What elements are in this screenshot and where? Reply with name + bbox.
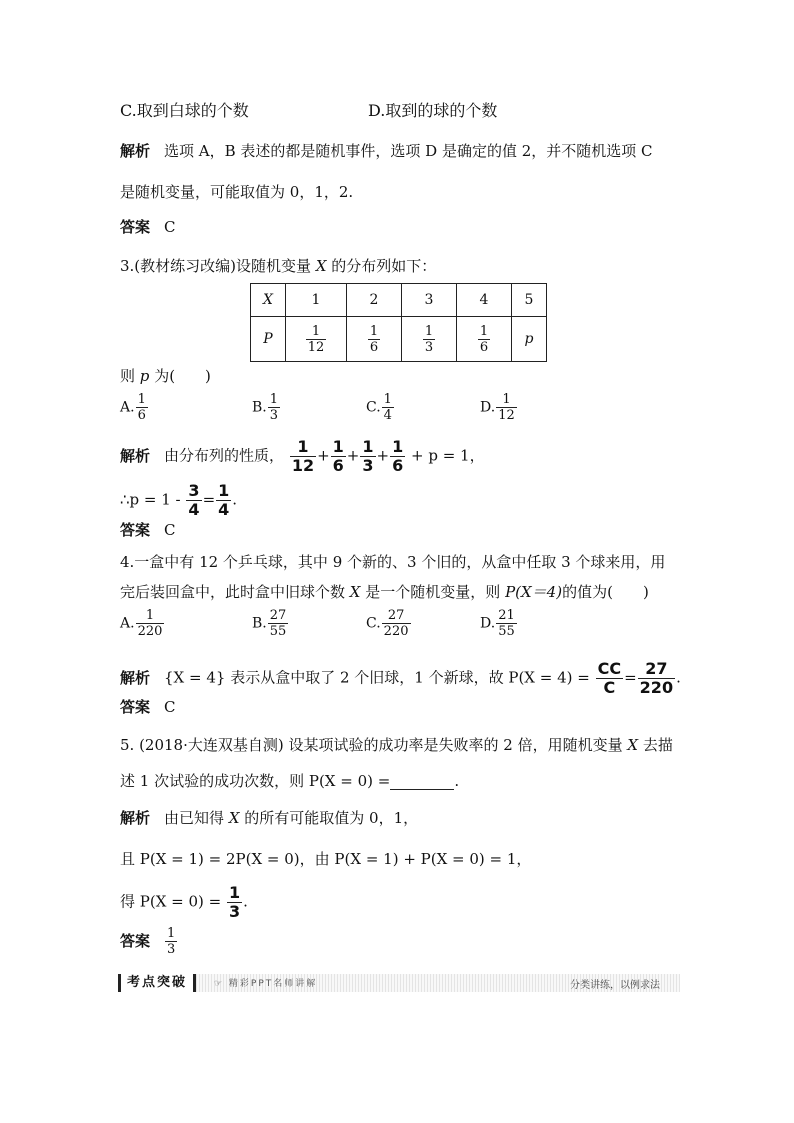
table-cell: 4 bbox=[457, 284, 512, 317]
q4-option-b: B. $\frac{27}{55}$ bbox=[252, 608, 287, 639]
table-cell: $\frac{1}{6}$ bbox=[347, 317, 402, 362]
section-subtitle: ☞ 精彩PPT名师讲解 bbox=[214, 979, 318, 989]
q3-option-c: C. $\frac{1}{4}$ bbox=[366, 392, 392, 423]
q5-stem-line1: 5. (2018·大连双基自测) 设某项试验的成功率是失败率的 2 倍，用随机变量 X 去描 bbox=[120, 736, 673, 754]
q5-analysis-line2: 且 P(X = 1) = 2P(X = 0)，由 P(X = 1) + P(X = 0) = 1， bbox=[120, 850, 532, 868]
q4-option-a: A. $\frac{1}{220}$ bbox=[120, 608, 163, 639]
q2-answer: 答案 C bbox=[120, 218, 176, 236]
q5-stem-line2: 述 1 次试验的成功次数，则 P(X = 0) = . bbox=[120, 772, 460, 790]
distribution-table bbox=[250, 283, 547, 362]
table-header-x: X bbox=[251, 284, 286, 317]
q2-analysis-line2: 是随机变量，可能取值为 0，1，2. bbox=[120, 183, 354, 201]
q3-ask: 则 p 为( ) bbox=[120, 367, 211, 385]
table-cell: $\frac{1}{6}$ bbox=[457, 317, 512, 362]
section-banner bbox=[118, 974, 680, 992]
table-cell: $\frac{1}{12}$ bbox=[286, 317, 347, 362]
q3-answer: 答案 C bbox=[120, 521, 176, 539]
option-c: C.取到白球的个数 bbox=[120, 101, 249, 120]
q4-stem-line2: 完后装回盒中，此时盒中旧球个数 X 是一个随机变量，则 P(X＝4)的值为( ) bbox=[120, 583, 649, 601]
q4-option-d: D. $\frac{21}{55}$ bbox=[480, 608, 515, 639]
q3-option-b: B. $\frac{1}{3}$ bbox=[252, 392, 279, 423]
option-d: D.取到的球的个数 bbox=[368, 101, 498, 120]
table-cell: 1 bbox=[286, 284, 347, 317]
q3-analysis: 解析 由分布列的性质， $\frac{1}{12}$ + $\frac{1}{6}$ + $\frac{1}{3}$ + $\frac{1}{6}$ + p = 1， bbox=[120, 437, 485, 475]
q5-answer: 答案 $\frac{1}{3}$ bbox=[120, 926, 176, 957]
answer-blank[interactable] bbox=[390, 775, 454, 790]
q3-option-d: D. $\frac{1}{12}$ bbox=[480, 392, 515, 423]
q4-answer: 答案 C bbox=[120, 698, 176, 716]
q4-option-c: C. $\frac{27}{220}$ bbox=[366, 608, 409, 639]
table-cell: 2 bbox=[347, 284, 402, 317]
q5-analysis: 解析 由已知得 X 的所有可能取值为 0，1， bbox=[120, 809, 419, 827]
q3-analysis-line2: ∴p = 1 - $\frac{3}{4}$ = $\frac{1}{4}$ . bbox=[120, 481, 238, 519]
section-tag: 考点突破 bbox=[118, 974, 196, 992]
q4-stem-line1: 4.一盒中有 12 个乒乓球，其中 9 个新的、3 个旧的，从盒中任取 3 个球来用，用 bbox=[120, 553, 666, 571]
section-right-text: 分类讲练，以例求法 bbox=[570, 980, 660, 991]
table-cell: p bbox=[512, 317, 547, 362]
table-cell: $\frac{1}{3}$ bbox=[402, 317, 457, 362]
table-cell: 3 bbox=[402, 284, 457, 317]
q2-analysis-line1: 解析 选项 A，B 表述的都是随机事件，选项 D 是确定的值 2，并不随机选项 C bbox=[120, 142, 653, 160]
q3-stem: 3.(教材练习改编)设随机变量 X 的分布列如下： bbox=[120, 257, 437, 275]
table-cell: 5 bbox=[512, 284, 547, 317]
q4-analysis: 解析 {X = 4} 表示从盒中取了 2 个旧球，1 个新球，故 P(X = 4) = $\frac{CC}{C}$ = $\frac{27}{220}$ . bbox=[120, 659, 681, 697]
table-header-p: P bbox=[251, 317, 286, 362]
q3-option-a: A. $\frac{1}{6}$ bbox=[120, 392, 146, 423]
q5-analysis-line3: 得 P(X = 0) = $\frac{1}{3}$ . bbox=[120, 883, 248, 921]
